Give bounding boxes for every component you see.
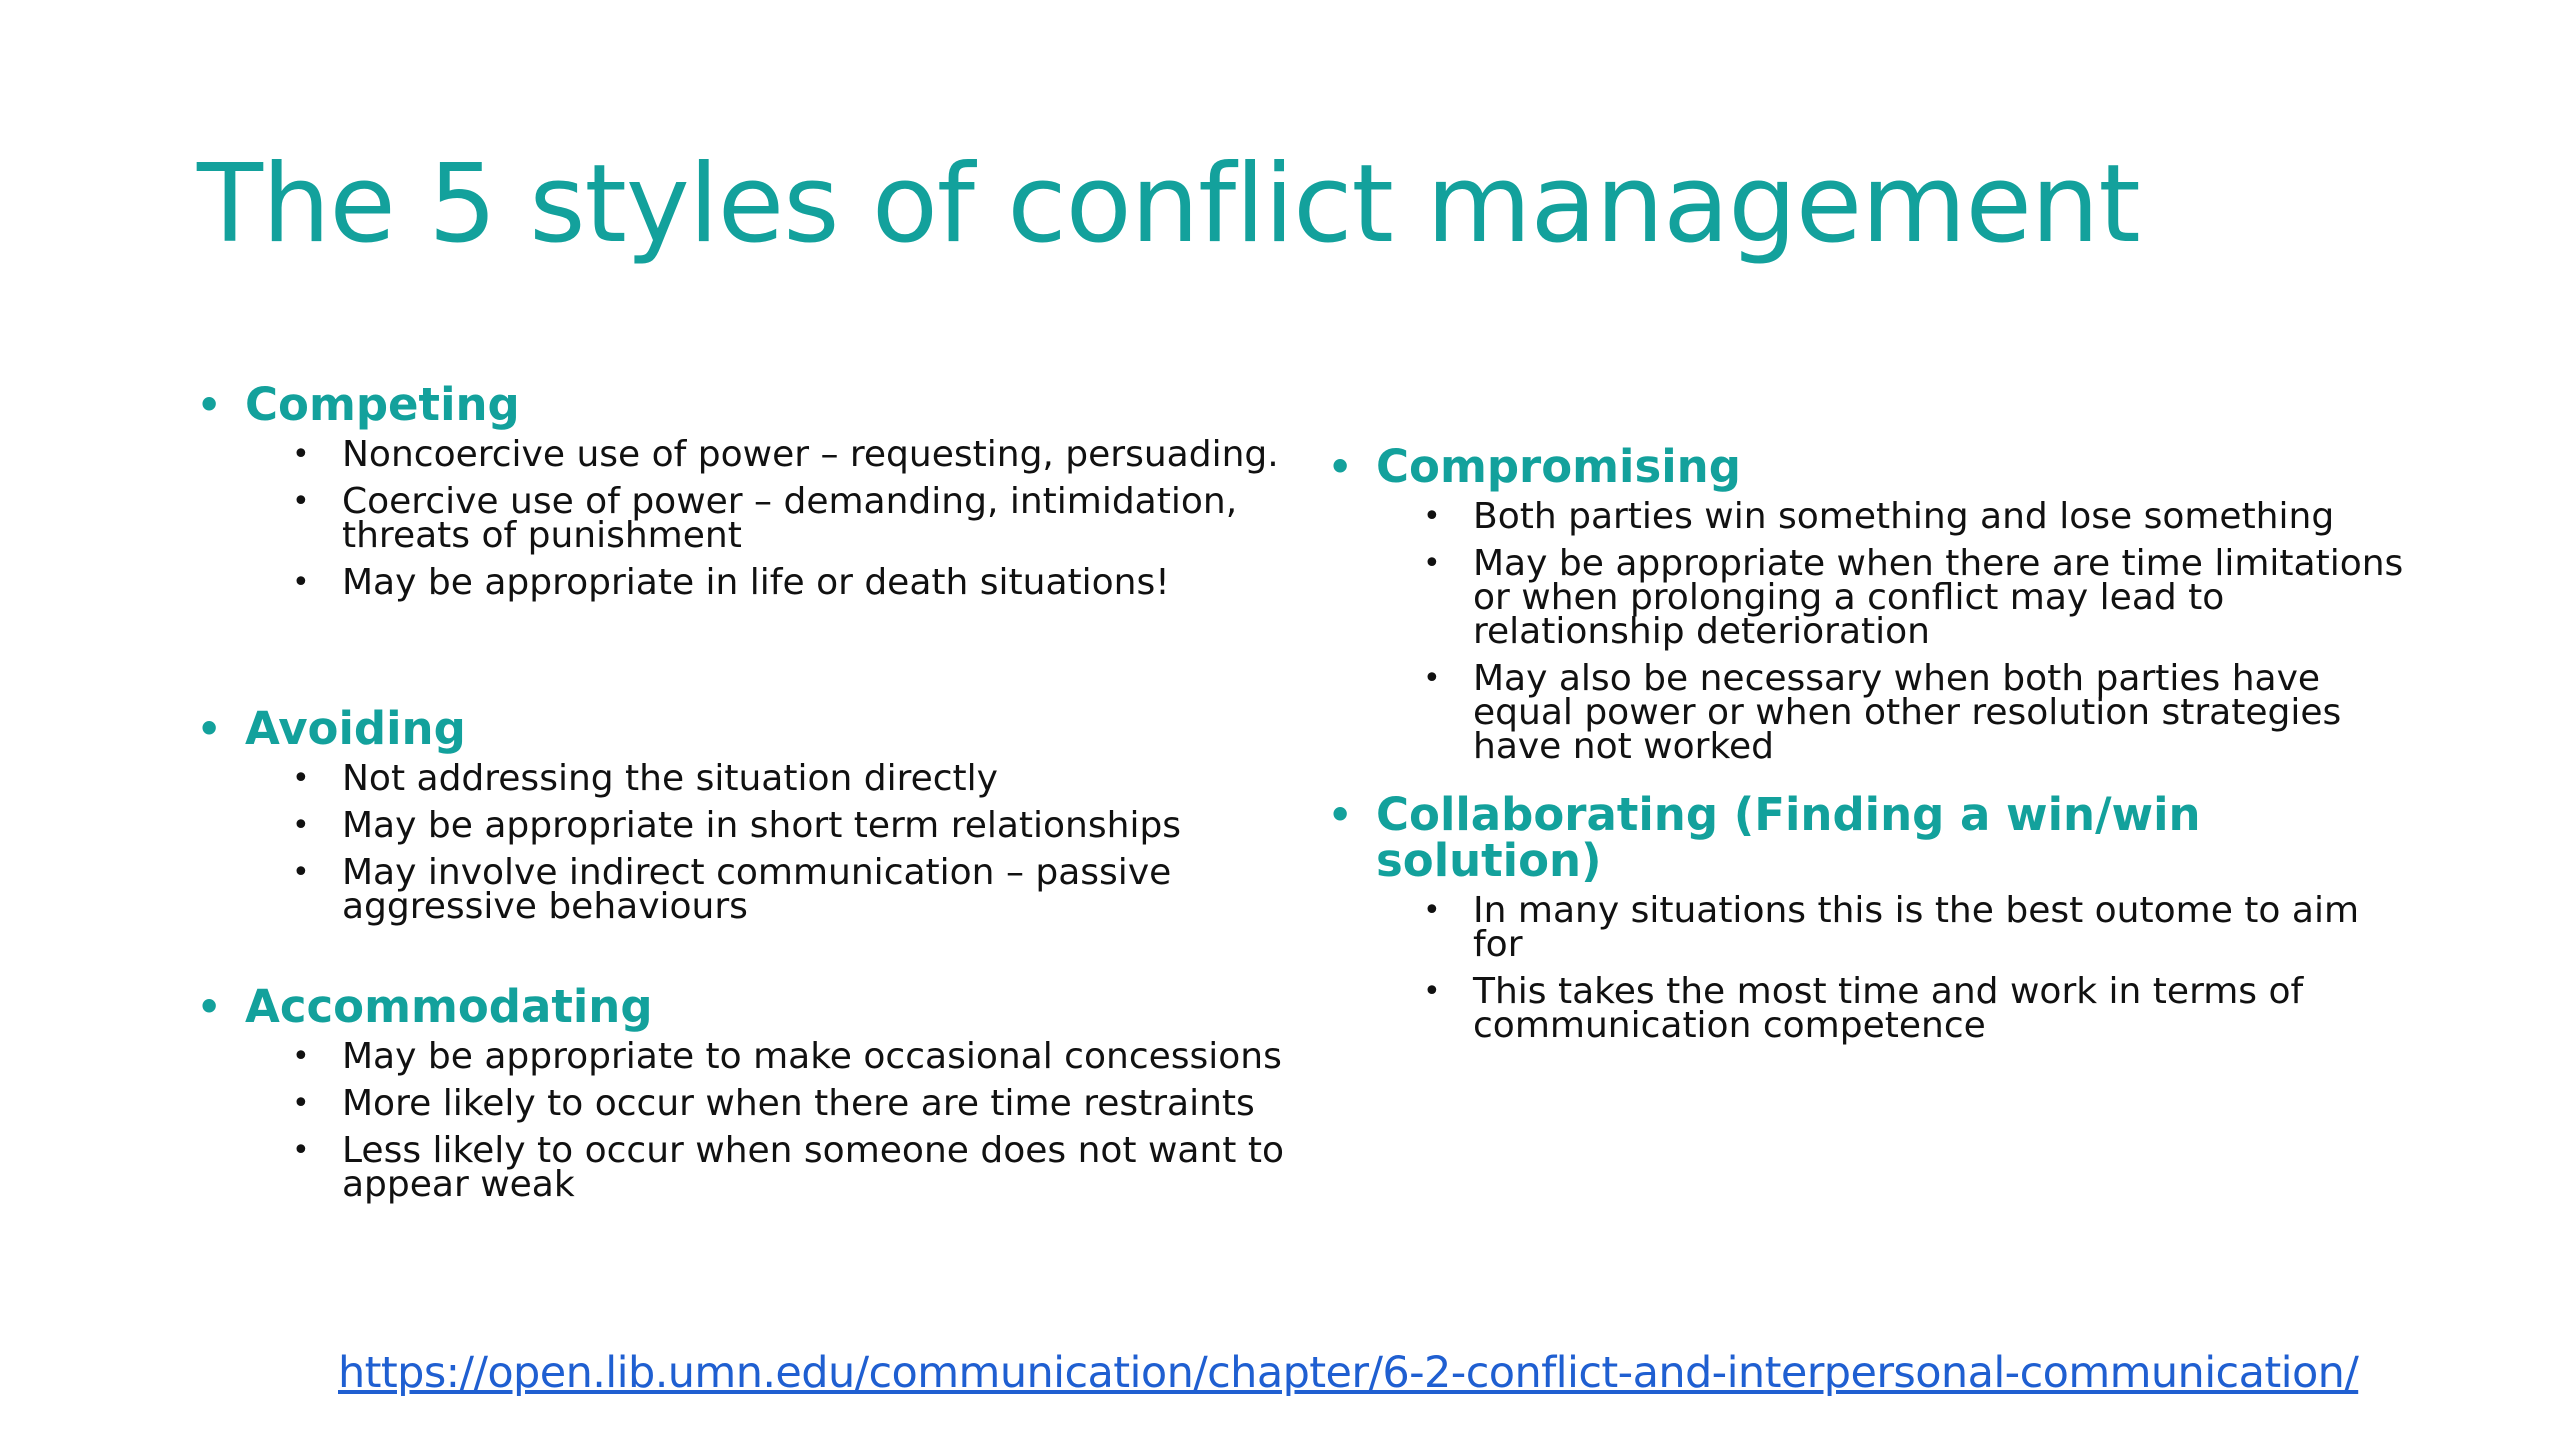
section-collaborating [1328, 788, 2418, 1056]
list-item: • May also be necessary when both parties have equal power or when other resolution strategies have not worked [1423, 658, 2342, 767]
section-heading-text: Collaborating (Finding a win/win solution) [1376, 788, 2201, 887]
bullet-icon: • [292, 1039, 310, 1074]
bullet-icon: • [292, 565, 310, 600]
bullet-icon: • [1423, 499, 1441, 534]
list-item: • This takes the most time and work in terms of communication competence [1423, 971, 2304, 1046]
bullet-icon: • [292, 1133, 310, 1168]
section-heading-text: Accommodating [245, 980, 653, 1033]
bullet-icon: • [197, 707, 222, 751]
bullet-icon: • [1328, 445, 1353, 489]
section-avoiding [197, 702, 1287, 937]
bullet-icon: • [292, 808, 310, 843]
bullet-list [1328, 496, 2418, 767]
list-item: • May be appropriate when there are time limitations or when prolonging a conflict may lead to relationship deterioration [1423, 543, 2404, 652]
bullet-icon: • [1423, 893, 1441, 928]
bullet-icon: • [1423, 974, 1441, 1009]
bullet-list [197, 434, 1287, 603]
bullet-list [197, 758, 1287, 927]
bullet-icon: • [292, 1086, 310, 1121]
section-heading [1328, 440, 2418, 493]
section-heading-text: Competing [245, 378, 520, 431]
section-heading-text: Compromising [1376, 440, 1741, 493]
list-item: • May be appropriate in life or death situations! [292, 562, 1170, 603]
bullet-icon: • [292, 761, 310, 796]
section-heading [197, 980, 1287, 1033]
list-item: • Coercive use of power – demanding, intimidation, threats of punishment [292, 481, 1238, 556]
bullet-list [197, 1036, 1287, 1205]
bullet-icon: • [292, 437, 310, 472]
list-item: • Both parties win something and lose something [1423, 496, 2335, 537]
bullet-icon: • [292, 484, 310, 519]
bullet-list [1328, 890, 2418, 1046]
bullet-icon: • [1328, 793, 1353, 837]
slide-title: The 5 styles of conflict management [197, 142, 2140, 267]
section-compromising [1328, 440, 2418, 777]
bullet-icon: • [292, 855, 310, 890]
bullet-icon: • [1423, 546, 1441, 581]
list-item: • May be appropriate to make occasional concessions [292, 1036, 1282, 1077]
section-heading-text: Avoiding [245, 702, 466, 755]
list-item: • May be appropriate in short term relationships [292, 805, 1182, 846]
section-heading [1328, 788, 2418, 887]
section-heading [197, 378, 1287, 431]
list-item: • More likely to occur when there are time restraints [292, 1083, 1255, 1124]
section-heading [197, 702, 1287, 755]
list-item: • Less likely to occur when someone does not want to appear weak [292, 1130, 1284, 1205]
list-item: • May involve indirect communication – passive aggressive behaviours [292, 852, 1172, 927]
bullet-icon: • [1423, 661, 1441, 696]
bullet-icon: • [197, 985, 222, 1029]
section-accommodating [197, 980, 1287, 1215]
source-link[interactable]: https://open.lib.umn.edu/communication/chapter/6-2-conflict-and-interpersonal-communication/ [338, 1348, 2359, 1398]
list-item: • Not addressing the situation directly [292, 758, 998, 799]
list-item: • Noncoercive use of power – requesting, persuading. [292, 434, 1279, 475]
bullet-icon: • [197, 383, 222, 427]
list-item: • In many situations this is the best outome to aim for [1423, 890, 2360, 965]
section-competing [197, 378, 1287, 613]
